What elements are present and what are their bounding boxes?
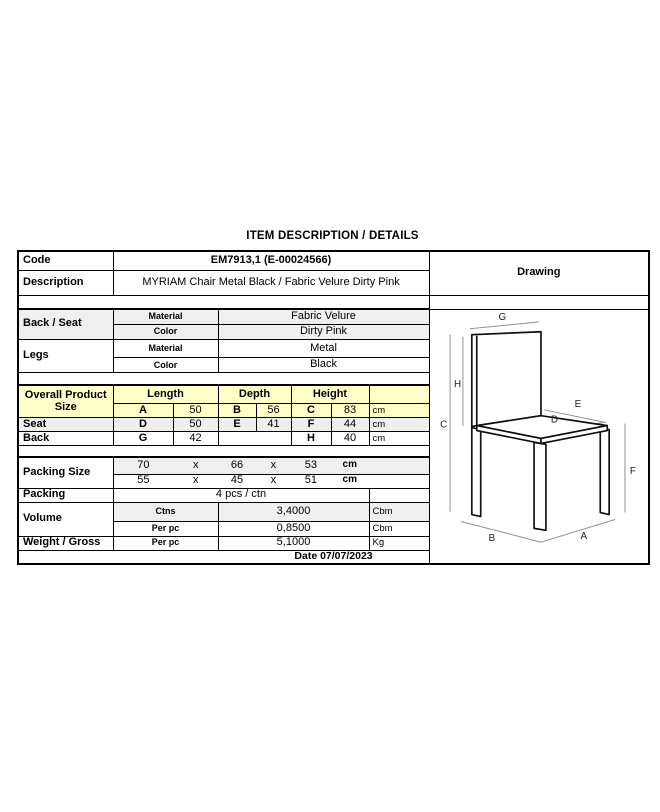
packing-x: x — [270, 458, 277, 471]
drawing-cell — [429, 309, 649, 564]
back-seat-color-value-cell: Dirty Pink — [218, 324, 429, 339]
legs-material-value-cell: Metal — [218, 339, 429, 358]
packing-size-row-1 — [113, 457, 429, 475]
packing-dim: 66 — [230, 458, 244, 471]
spec-table — [17, 250, 650, 565]
packing-dim: 70 — [137, 458, 150, 471]
back-length-key-cell: G — [113, 432, 173, 446]
overall-length-key-cell: A — [113, 404, 173, 418]
packing-size-label-cell: Packing Size — [18, 457, 113, 489]
seat-depth-key-cell: E — [218, 418, 256, 432]
overall-depth-key-cell: B — [218, 404, 256, 418]
packing-unit: cm — [342, 474, 357, 486]
packing-dim: 55 — [137, 474, 150, 487]
description-value-cell: MYRIAM Chair Metal Black / Fabric Velure Dirty Pink — [113, 270, 429, 295]
packing-dim: 45 — [230, 474, 244, 487]
packing-x: x — [192, 458, 199, 471]
size-header-unit-cell — [369, 385, 429, 404]
code-label-cell: Code — [18, 251, 113, 270]
overall-depth-value-cell: 56 — [256, 404, 291, 418]
spacer-row — [18, 446, 429, 457]
legs-label-cell: Legs — [18, 339, 113, 373]
packing-dim: 51 — [304, 474, 317, 487]
seat-length-key-cell: D — [113, 418, 173, 432]
volume-perpc-value-cell: 0,8500 — [218, 521, 369, 536]
seat-length-value-cell: 50 — [173, 418, 218, 432]
code-value-cell: EM7913,1 (E-00024566) — [113, 251, 429, 270]
date-cell: Date 07/07/2023 — [18, 550, 649, 564]
weight-label-cell: Weight / Gross — [18, 536, 113, 550]
seat-row-label-cell: Seat — [18, 418, 113, 432]
seat-height-value-cell: 44 — [331, 418, 369, 432]
weight-value-cell: 5,1000 — [218, 536, 369, 550]
page-title: ITEM DESCRIPTION / DETAILS — [246, 230, 419, 242]
weight-perpc-label-cell: Per pc — [113, 536, 218, 550]
back-depth-empty-cell — [218, 432, 291, 446]
legs-material-label-cell: Material — [113, 339, 218, 358]
volume-ctns-label-cell: Ctns — [113, 502, 218, 521]
volume-perpc-label-cell: Per pc — [113, 521, 218, 536]
back-unit-cell: cm — [369, 432, 429, 446]
volume-ctns-value-cell: 3,4000 — [218, 502, 369, 521]
dim-label-h: H — [453, 378, 461, 390]
overall-height-value-cell: 83 — [331, 404, 369, 418]
packing-unit-empty-cell — [369, 488, 429, 502]
packing-value-cell: 4 pcs / ctn — [113, 488, 369, 502]
volume-perpc-unit-cell: Cbm — [369, 521, 429, 536]
back-length-value-cell: 42 — [173, 432, 218, 446]
spacer-row — [18, 373, 429, 385]
chair-drawing — [430, 310, 648, 560]
back-height-value-cell: 40 — [331, 432, 369, 446]
overall-height-key-cell: C — [291, 404, 331, 418]
packing-x: x — [270, 474, 277, 487]
dim-label-a: A — [580, 530, 587, 542]
length-header-cell: Length — [113, 385, 218, 404]
packing-x: x — [192, 474, 199, 487]
back-seat-material-label-cell: Material — [113, 309, 218, 324]
volume-label-cell: Volume — [18, 502, 113, 536]
depth-header-cell: Depth — [218, 385, 291, 404]
dim-label-g: G — [498, 311, 506, 323]
back-seat-material-value-cell: Fabric Velure — [218, 309, 429, 324]
overall-length-value-cell: 50 — [173, 404, 218, 418]
overall-unit-cell: cm — [369, 404, 429, 418]
packing-dim: 53 — [304, 458, 317, 471]
size-corner-cell: Overall Product Size — [18, 385, 113, 418]
packing-size-row-2 — [113, 474, 429, 488]
legs-color-label-cell: Color — [113, 358, 218, 373]
packing-unit: cm — [342, 458, 357, 470]
dim-label-c: C — [439, 419, 448, 431]
back-seat-label-cell: Back / Seat — [18, 309, 113, 339]
dim-label-d: D — [550, 414, 558, 426]
height-header-cell: Height — [291, 385, 369, 404]
dim-label-e: E — [574, 398, 581, 410]
chair-outline — [472, 331, 609, 530]
packing-label-cell: Packing — [18, 488, 113, 502]
seat-height-key-cell: F — [291, 418, 331, 432]
dim-label-b: B — [488, 532, 495, 544]
drawing-header-cell: Drawing — [429, 251, 649, 295]
back-seat-color-label-cell: Color — [113, 324, 218, 339]
seat-depth-value-cell: 41 — [256, 418, 291, 432]
back-height-key-cell: H — [291, 432, 331, 446]
back-row-label-cell: Back — [18, 432, 113, 446]
description-label-cell: Description — [18, 270, 113, 295]
volume-ctns-unit-cell: Cbm — [369, 502, 429, 521]
seat-unit-cell: cm — [369, 418, 429, 432]
legs-color-value-cell: Black — [218, 358, 429, 373]
weight-unit-cell: Kg — [369, 536, 429, 550]
spacer-row — [18, 295, 429, 309]
dim-label-f: F — [629, 465, 636, 477]
